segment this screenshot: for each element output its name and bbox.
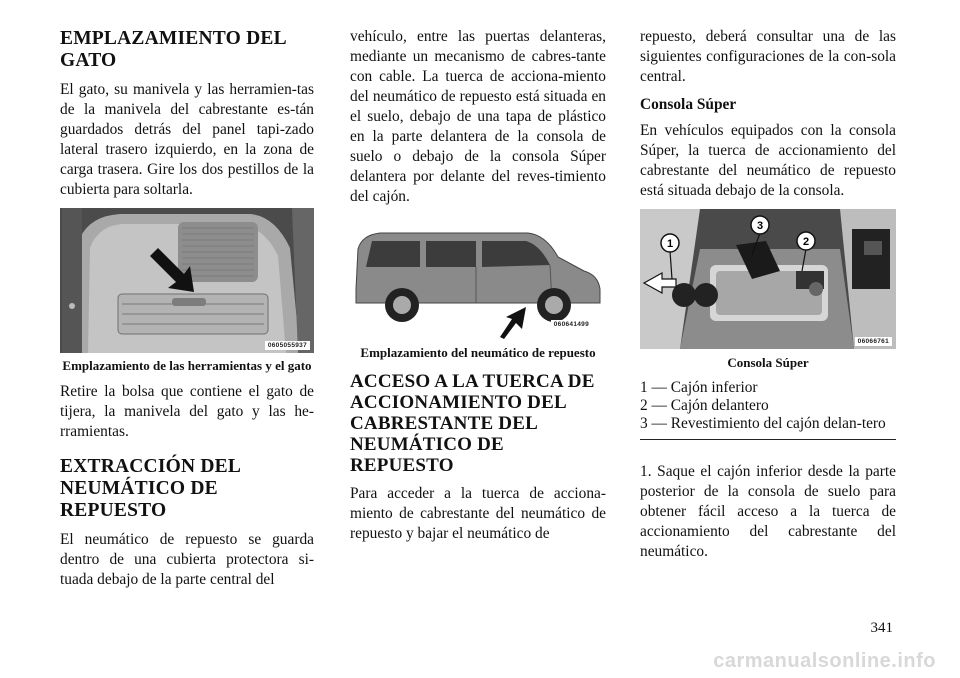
page-number: 341 [870,620,893,636]
figure-code: 0605055937 [265,341,310,350]
callout-3: 3 [756,220,764,232]
column-left [60,28,314,590]
legend-item-3: 3 — Revestimiento del cajón delan-tero [640,415,886,432]
callout-1: 1 [666,238,674,250]
figure-super-console [640,209,896,349]
legend-divider [640,439,896,440]
figure-spare-location [350,221,606,343]
figure-code: 06066761 [855,337,892,346]
legend-item-1: 1 — Cajón inferior [640,379,758,396]
paragraph-spare-storage: El neumático de repuesto se guarda dentro de una cubierta protectora si-tuada debajo de la parte central del [60,531,314,588]
subheading-super-console: Consola Súper [640,96,737,113]
figure-code: 060641499 [551,320,592,329]
console-illustration [640,209,896,349]
legend-item-2: 2 — Cajón delantero [640,397,769,414]
heading-access-winch-nut: ACCESO A LA TUERCA DE ACCIONAMIENTO DEL CABRESTANTE DEL NEUMÁTICO DE REPUESTO [350,371,595,476]
paragraph-access-winch: Para acceder a la tuerca de acciona-miento de cabrestante del neumático de repuesto y bajar el neumático de [350,485,606,542]
caption-jack-tools: Emplazamiento de las herramientas y el gato [62,358,312,373]
figure-legend [640,379,896,433]
jack-tools-illustration [60,208,314,353]
paragraph-spare-winch: vehículo, entre las puertas delanteras, mediante un mecanismo de cabres-tante con cable. La tuerca de acciona-miento del neumático de repuesto está situada en el suelo, debajo de una tapa de plástico en la parte delantera de la consola de suelo o debajo de la consola Súper delantera por delante del reves-timiento del cajón. [350,28,606,205]
watermark: carmanualsonline.info [713,650,936,672]
paragraph-jack-location: El gato, su manivela y las herramien-tas de la manivela del cabrestante es-tán guardados detrás del panel tapi-zado lateral trasero izquierdo, en la zona de carga trasera. Gire los dos pestillos de la cubierta para soltarla. [60,81,314,198]
paragraph-remove-bag: Retire la bolsa que contiene el gato de tijera, la manivela del gato y las he-rramientas. [60,383,314,440]
paragraph-step-1: 1. Saque el cajón inferior desde la parte posterior de la consola de suelo para obtener fácil acceso a la tuerca de accionamiento del cabrestante del neumático. [640,463,896,560]
paragraph-configurations: repuesto, deberá consultar una de las siguientes configuraciones de la con-sola central. [640,28,896,85]
caption-spare-location: Emplazamiento del neumático de repuesto [360,345,596,360]
paragraph-super-console: En vehículos equipados con la consola Súper, la tuerca de accionamiento del cabrestante del neumático de repuesto está situada debajo de la consola. [640,122,896,199]
figure-jack-tools [60,208,314,353]
column-right [640,28,896,562]
heading-spare-removal: EXTRACCIÓN DEL NEUMÁTICO DE REPUESTO [60,456,240,521]
heading-jack-location: EMPLAZAMIENTO DEL GATO [60,28,286,71]
column-middle [350,28,606,544]
caption-super-console: Consola Súper [727,355,809,370]
callout-2: 2 [802,236,810,248]
